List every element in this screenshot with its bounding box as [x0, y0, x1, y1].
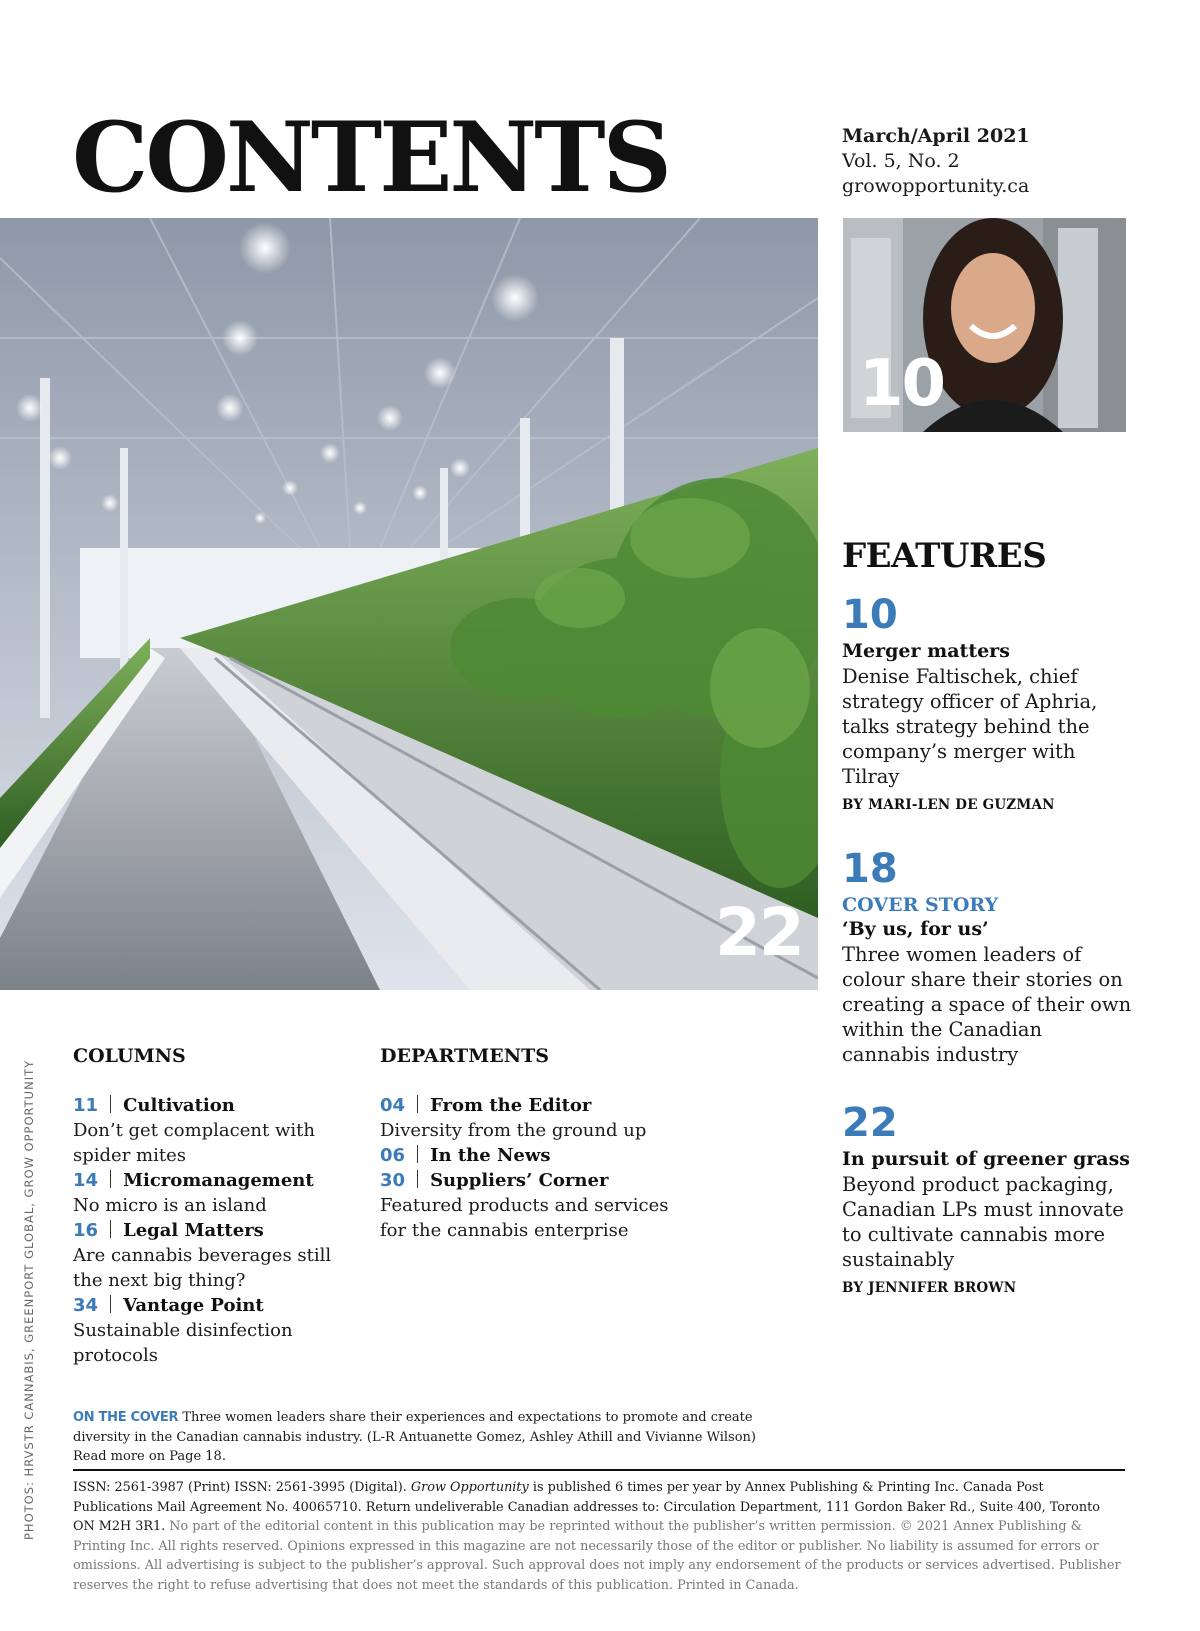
divider	[417, 1145, 418, 1163]
department-page-number: 30	[380, 1170, 406, 1191]
feature-byline: BY MARI-LEN DE GUZMAN	[842, 797, 1055, 814]
feature-title[interactable]: In pursuit of greener grass	[842, 1148, 1131, 1171]
column-item[interactable]	[73, 1218, 363, 1293]
divider	[417, 1095, 418, 1113]
feature-description: Three women leaders of colour share their stories on creating a space of their own within the Canadian cannabis industry	[842, 943, 1132, 1067]
greenhouse-illustration	[0, 218, 818, 990]
divider	[110, 1295, 111, 1313]
columns-section	[73, 1045, 363, 1368]
divider	[110, 1170, 111, 1188]
page-title: CONTENTS	[72, 101, 669, 214]
issue-volume: Vol. 5, No. 2	[842, 150, 960, 172]
cover-note-label: ON THE COVER	[73, 1410, 179, 1425]
department-item[interactable]	[380, 1093, 670, 1143]
feature-item[interactable]	[842, 1100, 1132, 1297]
issue-date: March/April 2021	[842, 125, 1030, 147]
column-description: Sustainable disinfection protocols	[73, 1320, 293, 1366]
feature-description: Beyond product packaging, Canadian LPs must innovate to cultivate cannabis more sustainably	[842, 1173, 1124, 1272]
column-page-number: 14	[73, 1170, 99, 1191]
cover-note-read-more[interactable]: Read more on Page 18.	[73, 1449, 226, 1464]
features-section	[842, 538, 1132, 1332]
column-title[interactable]: Micromanagement	[123, 1170, 314, 1191]
feature-description: Denise Faltischek, chief strategy officer of Aphria, talks strategy behind the company’s merger with Tilray	[842, 665, 1098, 789]
department-page-number: 06	[380, 1145, 406, 1166]
column-item[interactable]	[73, 1168, 363, 1218]
feature-item[interactable]	[842, 846, 1132, 1067]
legal-text	[73, 1478, 1125, 1596]
feature-page-number: 18	[842, 846, 898, 893]
column-item[interactable]	[73, 1293, 363, 1368]
feature-kicker: COVER STORY	[842, 894, 999, 917]
features-heading: FEATURES	[842, 536, 1047, 576]
column-title[interactable]: Cultivation	[123, 1095, 235, 1116]
divider	[110, 1220, 111, 1238]
divider	[417, 1170, 418, 1188]
portrait-page-number: 10	[859, 347, 945, 421]
departments-heading: DEPARTMENTS	[380, 1045, 549, 1067]
columns-heading: COLUMNS	[73, 1045, 186, 1067]
department-page-number: 04	[380, 1095, 406, 1116]
department-item[interactable]	[380, 1143, 670, 1168]
feature-page-number: 22	[842, 1100, 898, 1147]
feature-title[interactable]: Merger matters	[842, 640, 1010, 663]
column-item[interactable]	[73, 1093, 363, 1168]
column-page-number: 11	[73, 1095, 99, 1116]
feature-byline: BY JENNIFER BROWN	[842, 1280, 1017, 1297]
publisher-text: is published 6 times per year by Annex Publishing & Printing Inc. Canada Post Publications Mail Agreement No. 40065710. Return undeliverable Canadian addresses to: Circulation Department, 111 Gordon Baker Rd., Suite 400, Toronto ON M2H 3R1.	[73, 1480, 1100, 1535]
department-title[interactable]: From the Editor	[430, 1095, 592, 1116]
column-title[interactable]: Vantage Point	[123, 1295, 264, 1316]
column-description: Don’t get complacent with spider mites	[73, 1120, 315, 1166]
column-title[interactable]: Legal Matters	[123, 1220, 264, 1241]
department-item[interactable]	[380, 1168, 670, 1243]
cover-note-text: Three women leaders share their experiences and expectations to promote and create diversity in the Canadian cannabis industry. (L-R Antuanette Gomez, Ashley Athill and Vivianne Wilson)	[73, 1410, 756, 1445]
issn-text: ISSN: 2561-3987 (Print) ISSN: 2561-3995 (Digital).	[73, 1480, 407, 1495]
department-title[interactable]: Suppliers’ Corner	[430, 1170, 609, 1191]
greenhouse-photo[interactable]	[0, 218, 818, 990]
publication-name: Grow Opportunity	[410, 1480, 529, 1495]
fine-print: No part of the editorial content in this publication may be reprinted without the publisher’s written permission. © 2021 Annex Publishing & Printing Inc. All rights reserved. Opinions expressed in this magazine are not necessarily those of the editor or publisher. No liability is assumed for errors or omissions. All advertising is subject to the publisher’s approval. Such approval does not imply any endorsement of the products or services advertised. Publisher reserves the right to refuse advertising that does not meet the standards of this publication. Printed in Canada.	[73, 1519, 1121, 1593]
feature-title[interactable]: ‘By us, for us’	[842, 918, 989, 941]
divider	[110, 1095, 111, 1113]
column-page-number: 34	[73, 1295, 99, 1316]
feature-page-number: 10	[842, 592, 898, 639]
cover-note	[73, 1408, 813, 1467]
departments-section	[380, 1045, 670, 1243]
photo-credit: PHOTOS: HRVSTR CANNABIS, GREENPORT GLOBAL, GROW OPPORTUNITY	[22, 1059, 36, 1540]
issue-info	[842, 124, 1030, 199]
footer-divider	[73, 1469, 1125, 1471]
issue-website[interactable]: growopportunity.ca	[842, 175, 1030, 197]
department-title[interactable]: In the News	[430, 1145, 551, 1166]
column-description: Are cannabis beverages still the next big thing?	[73, 1245, 332, 1291]
department-description: Featured products and services for the cannabis enterprise	[380, 1195, 669, 1241]
column-page-number: 16	[73, 1220, 99, 1241]
hero-page-number: 22	[715, 894, 803, 971]
feature-item[interactable]	[842, 592, 1132, 814]
column-description: No micro is an island	[73, 1195, 267, 1216]
department-description: Diversity from the ground up	[380, 1120, 647, 1141]
